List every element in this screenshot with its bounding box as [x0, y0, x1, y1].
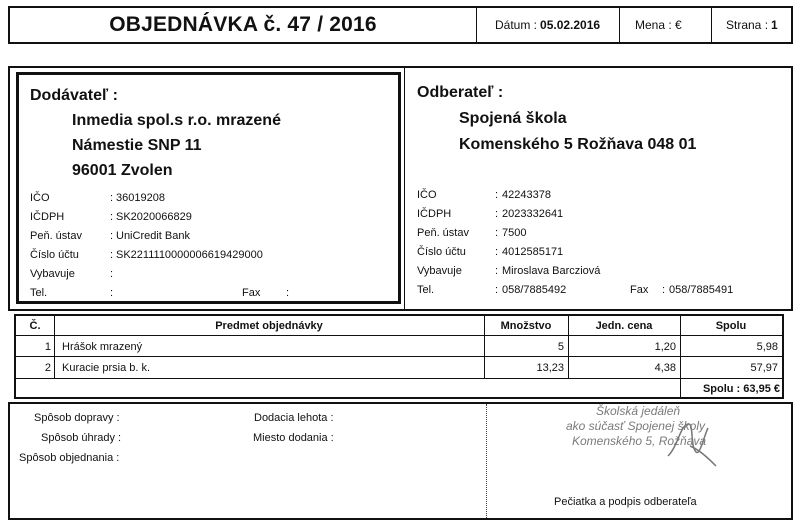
- signature-label: Pečiatka a podpis odberateľa: [554, 496, 697, 508]
- sum-value: 63,95 €: [743, 383, 780, 395]
- supplier-city: 96001 Zvolen: [72, 162, 173, 179]
- customer-account-label: Číslo účtu: [417, 246, 466, 258]
- col-header-no: Č.: [29, 320, 41, 332]
- customer-ico-row: IČO : 42243378: [417, 189, 551, 201]
- col-header-price: Jedn. cena: [595, 320, 653, 332]
- row2-qty: 13,23: [536, 362, 564, 374]
- customer-handler-row: Vybavuje : Miroslava Barcziová: [417, 265, 601, 277]
- currency: [619, 8, 711, 42]
- supplier-account-row: Číslo účtu : SK2211110000006619429000: [30, 249, 263, 261]
- date-value: 05.02.2016: [540, 18, 601, 32]
- page-value: 1: [771, 18, 778, 32]
- page-number: [711, 8, 793, 42]
- supplier-heading: Dodávateľ :: [30, 87, 118, 104]
- customer-bank-row: Peň. ústav : 7500: [417, 227, 527, 239]
- customer-fax-label: Fax: [630, 284, 649, 296]
- customer-name: Spojená škola: [459, 110, 567, 127]
- customer-bank: 7500: [502, 227, 527, 239]
- supplier-ico: 36019208: [116, 192, 165, 204]
- supplier-handler-label: Vybavuje: [30, 268, 75, 280]
- payment-label: Spôsob úhrady :: [41, 432, 122, 444]
- parties-section: [8, 66, 793, 311]
- row1-price: 1,20: [654, 341, 676, 353]
- supplier-box: [16, 72, 401, 304]
- supplier-bank-row: Peň. ústav : UniCredit Bank: [30, 230, 190, 242]
- supplier-tel-label: Tel.: [30, 287, 48, 299]
- customer-heading: Odberateľ :: [417, 84, 504, 101]
- row2-price: 4,38: [654, 362, 676, 374]
- order-date: [476, 8, 619, 42]
- items-table: [14, 314, 784, 399]
- supplier-tel-row: Tel. : Fax :: [30, 287, 290, 299]
- customer-bank-label: Peň. ústav: [417, 227, 469, 239]
- customer-tel: 058/7885492: [502, 284, 567, 296]
- order-method-label: Spôsob objednania :: [19, 452, 120, 464]
- customer-handler: Miroslava Barcziová: [502, 265, 601, 277]
- row1-no: 1: [44, 341, 51, 353]
- customer-icdph: 2023332641: [502, 208, 564, 220]
- supplier-account: SK2211110000006619429000: [116, 249, 263, 261]
- customer-account: 4012585171: [502, 246, 564, 258]
- col-header-item: Predmet objednávky: [215, 320, 323, 332]
- delivery-section: [8, 402, 793, 520]
- row1-item: Hrášok mrazený: [62, 341, 143, 353]
- supplier-handler-row: Vybavuje :: [30, 268, 114, 280]
- supplier-bank: UniCredit Bank: [116, 230, 190, 242]
- order-sum: [680, 380, 780, 398]
- supplier-icdph-row: IČDPH : SK2020066829: [30, 211, 192, 223]
- customer-ico: 42243378: [502, 189, 551, 201]
- customer-handler-label: Vybavuje: [417, 265, 462, 277]
- customer-address: Komenského 5 Rožňava 048 01: [459, 136, 697, 153]
- supplier-icdph: SK2020066829: [116, 211, 192, 223]
- supplier-street: Námestie SNP 11: [72, 137, 202, 154]
- row2-item: Kuracie prsia b. k.: [62, 362, 151, 374]
- row2-no: 2: [44, 362, 51, 374]
- customer-icdph-label: IČDPH: [417, 208, 452, 220]
- order-title: OBJEDNÁVKA č. 47 / 2016: [109, 13, 377, 36]
- order-header: [8, 6, 793, 44]
- customer-ico-label: IČO: [417, 189, 437, 201]
- parties-divider: [404, 68, 405, 309]
- page-label: Strana :: [726, 18, 769, 32]
- stamp-line-3: Komenského 5, Rožňava: [572, 434, 707, 448]
- transport-label: Spôsob dopravy :: [34, 412, 120, 424]
- stamp-line-2: ako súčasť Spojenej školy: [566, 419, 705, 433]
- row2-total: 57,97: [750, 362, 778, 374]
- supplier-ico-label: IČO: [30, 192, 50, 204]
- stamp-line-1: Školská jedáleň: [596, 404, 681, 418]
- supplier-bank-label: Peň. ústav: [30, 230, 82, 242]
- customer-tel-label: Tel.: [417, 284, 435, 296]
- supplier-icdph-label: IČDPH: [30, 211, 65, 223]
- col-header-total: Spolu: [715, 320, 747, 332]
- customer-tel-row: Tel. : 058/7885492 Fax : 058/7885491: [417, 284, 734, 296]
- customer-fax: 058/7885491: [669, 284, 734, 296]
- currency-label: Mena : €: [635, 18, 682, 32]
- sum-label: Spolu :: [702, 383, 741, 395]
- delivery-place-label: Miesto dodania :: [253, 432, 334, 444]
- col-header-qty: Množstvo: [500, 320, 552, 332]
- customer-icdph-row: IČDPH : 2023332641: [417, 208, 564, 220]
- date-label: Dátum :: [495, 18, 538, 32]
- supplier-name: Inmedia spol.s r.o. mrazené: [72, 112, 281, 129]
- supplier-ico-row: IČO : 36019208: [30, 192, 165, 204]
- row1-total: 5,98: [756, 341, 778, 353]
- delivery-date-label: Dodacia lehota :: [254, 412, 334, 424]
- supplier-fax-label: Fax: [242, 287, 261, 299]
- signature-scribble-icon: [660, 416, 720, 471]
- row1-qty: 5: [557, 341, 564, 353]
- supplier-account-label: Číslo účtu: [30, 249, 79, 261]
- customer-account-row: Číslo účtu : 4012585171: [417, 246, 564, 258]
